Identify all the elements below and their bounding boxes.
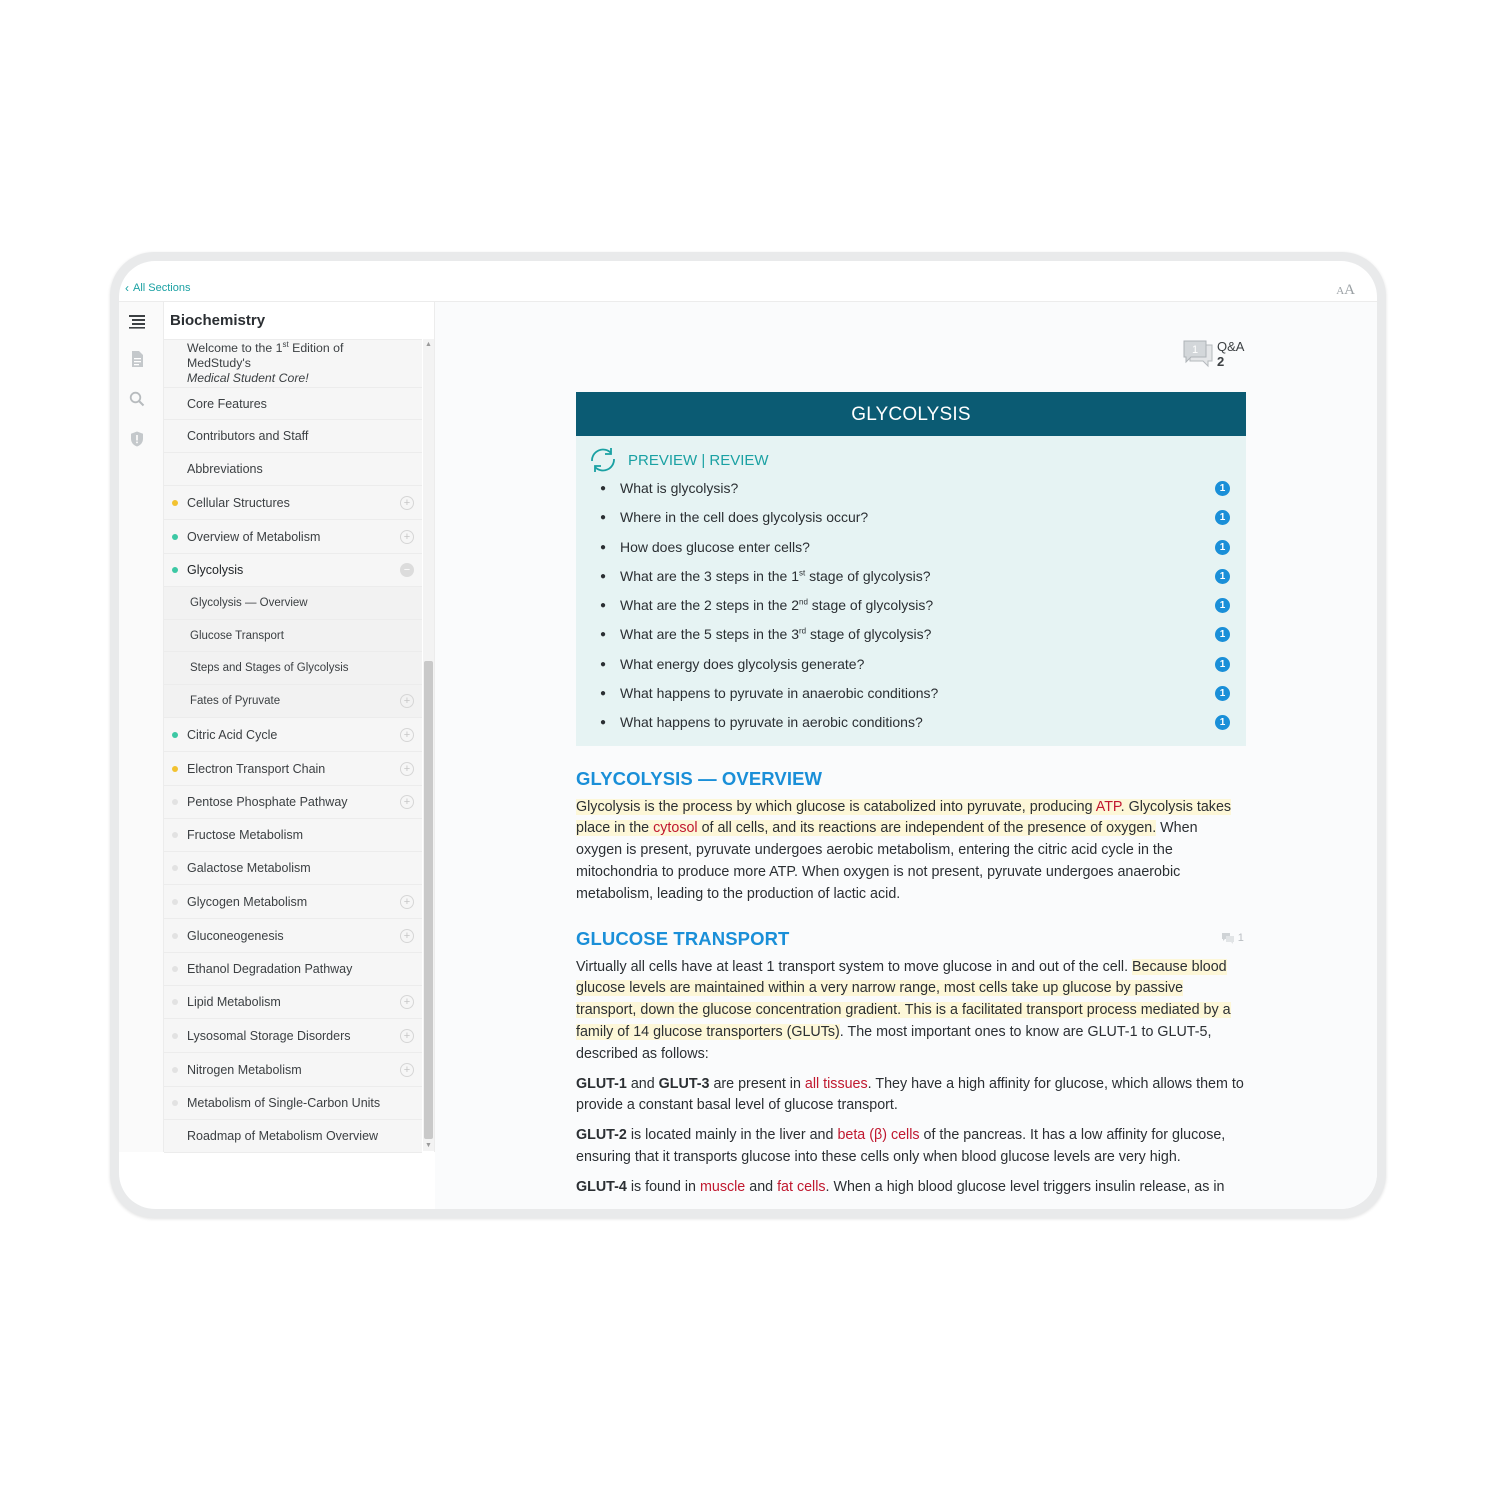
- toc-item-label: Lipid Metabolism: [187, 995, 281, 1009]
- toc-subitem[interactable]: [164, 620, 422, 652]
- toc-item[interactable]: [164, 885, 422, 919]
- toc-item[interactable]: [164, 1019, 422, 1053]
- toc-item-label: Lysosomal Storage Disorders: [187, 1028, 351, 1043]
- scroll-up-arrow-icon[interactable]: ▲: [425, 341, 432, 348]
- glut1-glut3-paragraph: GLUT-1 and GLUT-3 are present in all tissues. They have a high affinity for glucose, which allows them to provide a constant basal level of glucose transport.: [576, 1075, 1244, 1114]
- toc-item-label: Ethanol Degradation Pathway: [187, 962, 353, 976]
- progress-dot-icon: [172, 567, 178, 573]
- toc-item[interactable]: [164, 520, 422, 554]
- collapse-icon[interactable]: −: [400, 563, 414, 577]
- table-of-contents-icon[interactable]: [128, 312, 146, 330]
- svg-text:1: 1: [1191, 344, 1199, 356]
- question-count-badge[interactable]: 1: [1215, 510, 1230, 525]
- expand-icon[interactable]: +: [400, 496, 414, 510]
- toc-list: [164, 339, 422, 1153]
- bullet-icon: ●: [600, 717, 607, 729]
- expand-icon[interactable]: +: [400, 728, 414, 742]
- toc-item-label: Fates of Pyruvate: [190, 695, 281, 707]
- all-sections-link[interactable]: [125, 282, 190, 294]
- progress-dot-icon: [172, 732, 178, 738]
- toc-item-label: Core Features: [187, 396, 267, 411]
- preview-question[interactable]: ● What energy does glycolysis generate? 1: [576, 650, 1246, 679]
- preview-question[interactable]: ● What happens to pyruvate in aerobic conditions? 1: [576, 708, 1246, 737]
- toc-item[interactable]: [164, 1053, 422, 1087]
- toc-item-label: Overview of Metabolism: [187, 529, 321, 544]
- toc-item-label: Glucose Transport: [190, 629, 284, 642]
- all-sections-label: All Sections: [133, 282, 191, 294]
- bullet-icon: ●: [600, 570, 607, 582]
- main-content: [435, 302, 1377, 1209]
- progress-dot-icon: [172, 933, 178, 939]
- toc-item[interactable]: [164, 986, 422, 1019]
- toc-item[interactable]: [164, 752, 422, 786]
- progress-dot-icon: [172, 799, 178, 805]
- preview-review-header[interactable]: [576, 446, 1246, 474]
- toc-item-welcome[interactable]: Welcome to the 1st Edition of MedStudy's Medical Student Core!: [164, 340, 422, 388]
- tablet-screen: [119, 261, 1377, 1209]
- preview-question[interactable]: ● How does glucose enter cells? 1: [576, 533, 1246, 562]
- question-list: [576, 474, 1246, 738]
- toc-item[interactable]: [164, 786, 422, 819]
- expand-icon[interactable]: +: [400, 762, 414, 776]
- icon-rail: [119, 302, 164, 1152]
- toc-subitem[interactable]: [164, 685, 422, 718]
- progress-dot-icon: [172, 899, 178, 905]
- toc-item-label: Electron Transport Chain: [187, 761, 326, 776]
- glut2-paragraph: GLUT-2 is located mainly in the liver and beta (β) cells of the pancreas. It has a low affinity for glucose, ensuring that it transports glucose into these cells only when blood glucose levels are very high.: [576, 1127, 1226, 1166]
- qa-label: Q&A: [1217, 339, 1245, 354]
- progress-dot-icon: [172, 1067, 178, 1073]
- question-count-badge[interactable]: 1: [1215, 686, 1230, 701]
- search-icon[interactable]: [128, 390, 146, 408]
- toc-item[interactable]: [164, 388, 422, 420]
- expand-icon[interactable]: +: [400, 1063, 414, 1077]
- table-of-contents-sidebar: [164, 302, 435, 1152]
- tablet-frame: [110, 252, 1386, 1218]
- overview-paragraph: Glycolysis is the process by which glucose is catabolized into pyruvate, producing ATP. Glycolysis takes place in the cytosol of all cells, and its reactions are independent of the presence of oxygen. When oxygen is present, pyruvate undergoes aerobic metabolism, entering the citric acid cycle in the mitochondria to produce more ATP. When oxygen is not present, pyruvate undergoes anaerobic metabolism, leading to the production of lactic acid.: [576, 798, 1232, 902]
- toc-item-label: Glycolysis: [187, 563, 244, 577]
- shield-icon[interactable]: [128, 430, 146, 448]
- progress-dot-icon: [172, 999, 178, 1005]
- toc-item-label: Pentose Phosphate Pathway: [187, 795, 348, 809]
- sidebar-title: Biochemistry: [170, 312, 266, 329]
- toc-item-label: Glycolysis — Overview: [190, 597, 308, 609]
- question-count-badge[interactable]: 1: [1215, 481, 1230, 496]
- preview-question[interactable]: ● What are the 5 steps in the 3rd stage of glycolysis? 1: [576, 620, 1246, 649]
- bullet-icon: ●: [600, 541, 607, 553]
- toc-item-label: Steps and Stages of Glycolysis: [190, 662, 349, 674]
- toc-item[interactable]: [164, 486, 422, 520]
- bullet-icon: ●: [600, 688, 607, 700]
- bullet-icon: ●: [600, 512, 607, 524]
- preview-review-label: PREVIEW | REVIEW: [628, 451, 769, 469]
- progress-dot-icon: [172, 500, 178, 506]
- toc-item-label: Roadmap of Metabolism Overview: [187, 1129, 379, 1143]
- progress-dot-icon: [172, 832, 178, 838]
- toc-item-label: Abbreviations: [187, 462, 263, 476]
- qa-button[interactable]: [1181, 339, 1245, 376]
- expand-icon[interactable]: +: [400, 929, 414, 943]
- toc-item-label: Nitrogen Metabolism: [187, 1062, 302, 1077]
- glut4-paragraph: GLUT-4 is found in muscle and fat cells. When a high blood glucose level triggers insulin release, as in: [576, 1178, 1225, 1195]
- toc-item[interactable]: [164, 420, 422, 453]
- section-comment-count[interactable]: 1: [1221, 932, 1244, 944]
- preview-question[interactable]: ● What happens to pyruvate in anaerobic conditions? 1: [576, 679, 1246, 708]
- preview-question[interactable]: ● Where in the cell does glycolysis occur? 1: [576, 503, 1246, 532]
- toc-item-label: Gluconeogenesis: [187, 928, 284, 943]
- question-count-badge[interactable]: 1: [1215, 569, 1230, 584]
- expand-icon[interactable]: +: [400, 1029, 414, 1043]
- preview-review-box: [576, 436, 1246, 746]
- toc-item[interactable]: [164, 718, 422, 752]
- refresh-cycle-icon: [586, 446, 620, 474]
- expand-icon[interactable]: +: [400, 795, 414, 809]
- scrollbar-thumb[interactable]: [424, 661, 433, 1139]
- progress-dot-icon: [172, 534, 178, 540]
- comment-icon: [1221, 932, 1235, 944]
- preview-question[interactable]: ● What is glycolysis? 1: [576, 474, 1246, 503]
- preview-question[interactable]: ● What are the 2 steps in the 2nd stage of glycolysis? 1: [576, 591, 1246, 620]
- bullet-icon: ●: [600, 600, 607, 612]
- toc-item[interactable]: [164, 953, 422, 986]
- section-heading-glucose-transport: GLUCOSE TRANSPORT 1: [576, 927, 1244, 949]
- chevron-left-icon: ‹: [125, 281, 129, 295]
- bullet-icon: ●: [600, 629, 607, 641]
- toc-item-label: Cellular Structures: [187, 495, 290, 510]
- expand-icon[interactable]: +: [400, 694, 414, 708]
- question-count-badge[interactable]: 1: [1215, 657, 1230, 672]
- toc-subitem[interactable]: [164, 587, 422, 620]
- expand-icon[interactable]: +: [400, 995, 414, 1009]
- preview-question[interactable]: ● What are the 3 steps in the 1st stage of glycolysis? 1: [576, 562, 1246, 591]
- progress-dot-icon: [172, 966, 178, 972]
- bullet-icon: ●: [600, 483, 607, 494]
- toc-item[interactable]: [164, 554, 422, 587]
- toc-item-label: Fructose Metabolism: [187, 828, 304, 842]
- progress-dot-icon: [172, 766, 178, 772]
- bullet-icon: ●: [600, 658, 607, 670]
- chapter-content: [576, 392, 1246, 1207]
- font-size-icon[interactable]: AA: [1336, 282, 1355, 298]
- question-count-badge[interactable]: 1: [1215, 715, 1230, 730]
- question-count-badge[interactable]: 1: [1215, 598, 1230, 613]
- toc-item[interactable]: [164, 1087, 422, 1120]
- chapter-title: GLYCOLYSIS: [576, 392, 1246, 436]
- toc-item-label: Galactose Metabolism: [187, 861, 311, 875]
- scroll-down-arrow-icon[interactable]: ▼: [425, 1142, 432, 1149]
- expand-icon[interactable]: +: [400, 895, 414, 909]
- toc-item[interactable]: [164, 453, 422, 486]
- progress-dot-icon: [172, 1100, 178, 1106]
- toc-item-label: Contributors and Staff: [187, 429, 309, 443]
- toc-item[interactable]: [164, 1120, 422, 1153]
- toc-item-label: Citric Acid Cycle: [187, 727, 278, 742]
- glucose-transport-paragraph: Virtually all cells have at least 1 transport system to move glucose in and out of the cell. Because blood glucose levels are maintained within a very narrow range, most cells take up glucose by passive transport, down the glucose concentration gradient. This is a facilitated transport process mediated by a family of 14 glucose transporters (GLUTs). The most important ones to know are GLUT-1 to GLUT-5, described as follows:: [576, 958, 1231, 1062]
- top-bar: [119, 261, 1377, 302]
- toc-item[interactable]: [164, 819, 422, 852]
- progress-dot-icon: [172, 1033, 178, 1039]
- section-heading-overview: GLYCOLYSIS — OVERVIEW: [576, 767, 823, 789]
- toc-item[interactable]: [164, 919, 422, 953]
- progress-dot-icon: [172, 865, 178, 871]
- question-count-badge[interactable]: 1: [1215, 540, 1230, 555]
- toc-subitem[interactable]: [164, 652, 422, 685]
- notes-icon[interactable]: [128, 350, 146, 368]
- qa-chat-icon: [1181, 339, 1217, 371]
- expand-icon[interactable]: +: [400, 530, 414, 544]
- qa-count: 2: [1217, 354, 1225, 369]
- question-count-badge[interactable]: 1: [1215, 627, 1230, 642]
- toc-item-label: Glycogen Metabolism: [187, 894, 308, 909]
- toc-item-label: Metabolism of Single-Carbon Units: [187, 1096, 381, 1110]
- toc-item[interactable]: [164, 852, 422, 885]
- sidebar-scrollbar[interactable]: [423, 339, 434, 1151]
